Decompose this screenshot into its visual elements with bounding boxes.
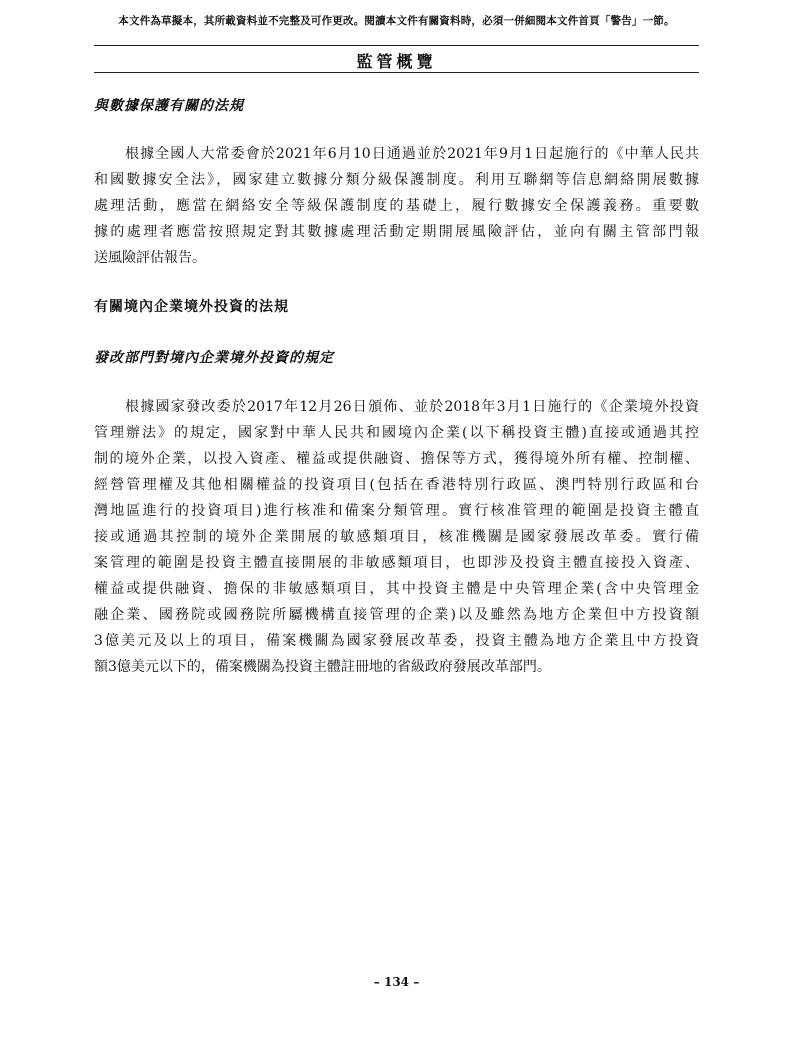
paragraph-line: 送風險評估報告。 xyxy=(94,250,206,266)
paragraph-line: 3億美元及以上的項目，備案機關為國家發展改革委，投資主體為地方企業且中方投資 xyxy=(94,633,699,649)
ndrc-regulation-heading: 發改部門對境內企業境外投資的規定 xyxy=(94,350,334,366)
data-protection-paragraph xyxy=(94,141,699,271)
paragraph-line: 融企業、國務院或國務院所屬機構直接管理的企業)以及雖然為地方企業但中方投資額 xyxy=(94,607,699,623)
paragraph-line: 接或通過其控制的境外企業開展的敏感類項目，核准機關是國家發展改革委。實行備 xyxy=(94,529,699,545)
paragraph-line: 經營管理權及其他相關權益的投資項目(包括在香港特別行政區、澳門特別行政區和台 xyxy=(94,477,699,493)
draft-warning-banner: 本文件為草擬本，其所載資料並不完整及可作更改。閱讀本文件有關資料時，必須一併細閱本文件首頁「警告」一節。 xyxy=(118,15,675,27)
paragraph-line: 額3億美元以下的，備案機關為投資主體註冊地的省級政府發展改革部門。 xyxy=(94,659,551,675)
paragraph-line: 案管理的範圍是投資主體直接開展的非敏感類項目，也即涉及投資主體直接投入資產、 xyxy=(94,555,699,571)
ndrc-regulation-paragraph xyxy=(94,394,699,680)
paragraph-line: 制的境外企業，以投入資產、權益或提供融資、擔保等方式，獲得境外所有權、控制權、 xyxy=(94,451,699,467)
paragraph-line: 灣地區進行的投資項目)進行核准和備案分類管理。實行核准管理的範圍是投資主體直 xyxy=(94,503,699,519)
header-rule-top xyxy=(94,45,699,46)
data-protection-heading: 與數據保護有關的法規 xyxy=(94,98,244,114)
paragraph-line: 根據國家發改委於2017年12月26日頒佈、並於2018年3月1日施行的《企業境外投資 xyxy=(125,399,699,415)
outbound-investment-heading: 有關境內企業境外投資的法規 xyxy=(94,299,289,315)
paragraph-line: 處理活動，應當在網絡安全等級保護制度的基礎上，履行數據安全保護義務。重要數 xyxy=(94,198,699,214)
paragraph-line: 權益或提供融資、擔保的非敏感類項目，其中投資主體是中央管理企業(含中央管理金 xyxy=(94,581,699,597)
paragraph-line: 管理辦法》的規定，國家對中華人民共和國境內企業(以下稱投資主體)直接或通過其控 xyxy=(94,425,699,441)
header-rule-bottom xyxy=(94,72,699,73)
paragraph-line: 和國數據安全法》，國家建立數據分類分級保護制度。利用互聯網等信息網絡開展數據 xyxy=(94,172,699,188)
section-title: 監管概覽 xyxy=(356,52,437,71)
page-number: – 134 – xyxy=(373,975,420,989)
paragraph-line: 據的處理者應當按照規定對其數據處理活動定期開展風險評估，並向有關主管部門報 xyxy=(94,224,699,240)
paragraph-line: 根據全國人大常委會於2021年6月10日通過並於2021年9月1日起施行的《中華人民共 xyxy=(125,146,699,162)
